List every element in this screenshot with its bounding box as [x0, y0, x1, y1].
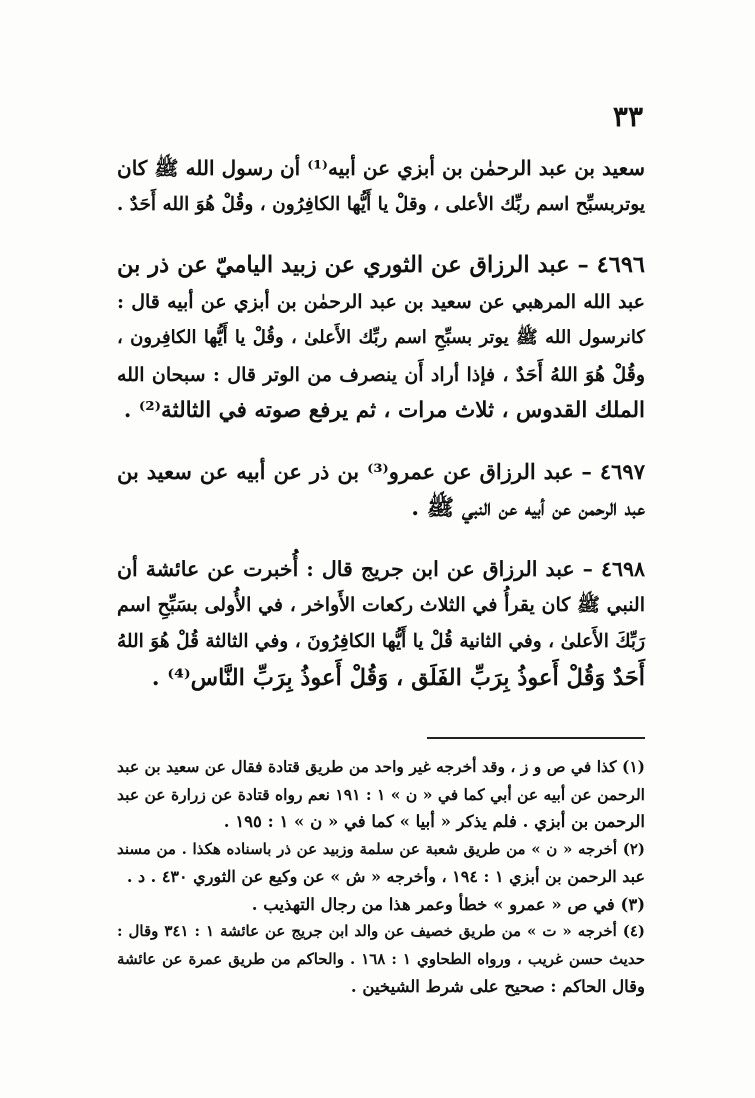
text-line: كانرسول الله ﷺ يوتر بسبِّحِ اسم ربِّك الأَعلىٰ ، وقُلْ يا أَيُّها الكافِرون ، [117, 327, 645, 348]
footnotes [117, 753, 645, 1001]
text-line: النبي ﷺ كان يقرأُ في الثلاث ركعات الأَواخر ، في الأُولى بسَبِّحِ اسم [117, 594, 645, 616]
footnote-line: (١) كذا في ص و ز ، وقد أخرجه غير واحد من طريق قتادة فقال عن سعيد بن عبد [117, 757, 645, 776]
page-number: ٣٣ [612, 100, 643, 133]
paragraph-1 [117, 150, 645, 223]
text-line: عبد الرحمن عن أبيه عن النبي ﷺ . [411, 495, 645, 521]
text-line: وقُلْ هُوَ اللهُ أَحَدٌ ، فإذا أراد أَن ينصرف من الوتر قال : سبحان الله [117, 363, 645, 386]
paragraph-4697 [117, 454, 645, 527]
footnote-line: (٣) في ص « عمرو » خطأ وعمر هذا من رجال التهذيب . [251, 894, 645, 914]
text-line: ٤٦٩٧ – عبد الرزاق عن عمرو⁽³⁾ بن ذر عن أبيه عن سعيد بن [117, 458, 645, 484]
text-line: ٤٦٩٨ – عبد الرزاق عن ابن جريج قال : أُخبرت عن عائشة أن [117, 556, 645, 581]
text-line: رَبِّكَ الأَعلىٰ ، وفي الثانية قُلْ يا أَيُّها الكافِرُونَ ، وفي الثالثة قُلْ هُوَ اللهُ [117, 630, 645, 652]
footnote-line: حديث حسن غريب ، ورواه الطحاوي ١ : ١٦٨ . والحاكم من طريق عمرة عن عائشة [117, 949, 646, 968]
paragraph-4696 [117, 247, 645, 430]
footnote-line: الرحمن عن أبيه عن أبي كما في « ن » ١ : ١٩١ نعم رواه قتادة عن زرارة عن عبد [117, 784, 645, 804]
footnote-line: وقال الحاكم : صحيح على شرط الشيخين . [350, 977, 645, 996]
text-line: أَحَدٌ وَقُلْ أَعوذُ بِرَبِّ الفَلَق ، وَقُلْ أَعوذُ بِرَبِّ النَّاس⁽⁴⁾ . [151, 665, 645, 691]
footnote-line: (٤) أخرجه « ت » من طريق خصيف عن والد ابن جريج عن عائشة ١ : ٣٤١ وقال : [117, 922, 645, 940]
text-line: يوتربسبِّح اسم ربِّك الأعلى ، وقلْ يا أَيُّها الكافِرُون ، وقُلْ هُوَ الله أَحَدٌ . [116, 193, 645, 215]
paragraph-4698 [117, 551, 645, 697]
text-line: عبد الله المرهبي عن سعيد بن عبد الرحمٰن بن أبزي عن أبيه قال : [117, 290, 645, 313]
text-line: ٤٦٩٦ – عبد الرزاق عن الثوري عن زبيد الياميّ عن ذر بن [117, 252, 645, 278]
footnote-line: عبد الرحمن بن أبزي ١ : ١٩٤ ، وأخرجه « ش » عن وكيع عن الثوري ٤٣٠ . د . [126, 867, 645, 886]
footnote-2 [117, 836, 645, 891]
footnote-divider [427, 737, 645, 739]
footnote-line: (٢) أخرجه « ن » من طريق شعبة عن سلمة وزبيد عن ذر باسناده هكذا . من مسند [117, 839, 645, 858]
footnote-4 [117, 918, 645, 1001]
text-line: سعيد بن عبد الرحمٰن بن أبزي عن أبيه⁽¹⁾ أن رسول الله ﷺ كان [117, 156, 645, 180]
text-line: الملك القدوس ، ثلاث مرات ، ثم يرفع صوته في الثالثة⁽²⁾ . [123, 398, 645, 423]
main-text [117, 150, 645, 721]
footnote-1 [117, 753, 645, 836]
footnote-line: الرحمن بن أبزي . فلم يذكر « أبيا » كما في « ن » ١ : ١٩٥ . [223, 812, 645, 831]
footnote-3 [117, 891, 645, 919]
